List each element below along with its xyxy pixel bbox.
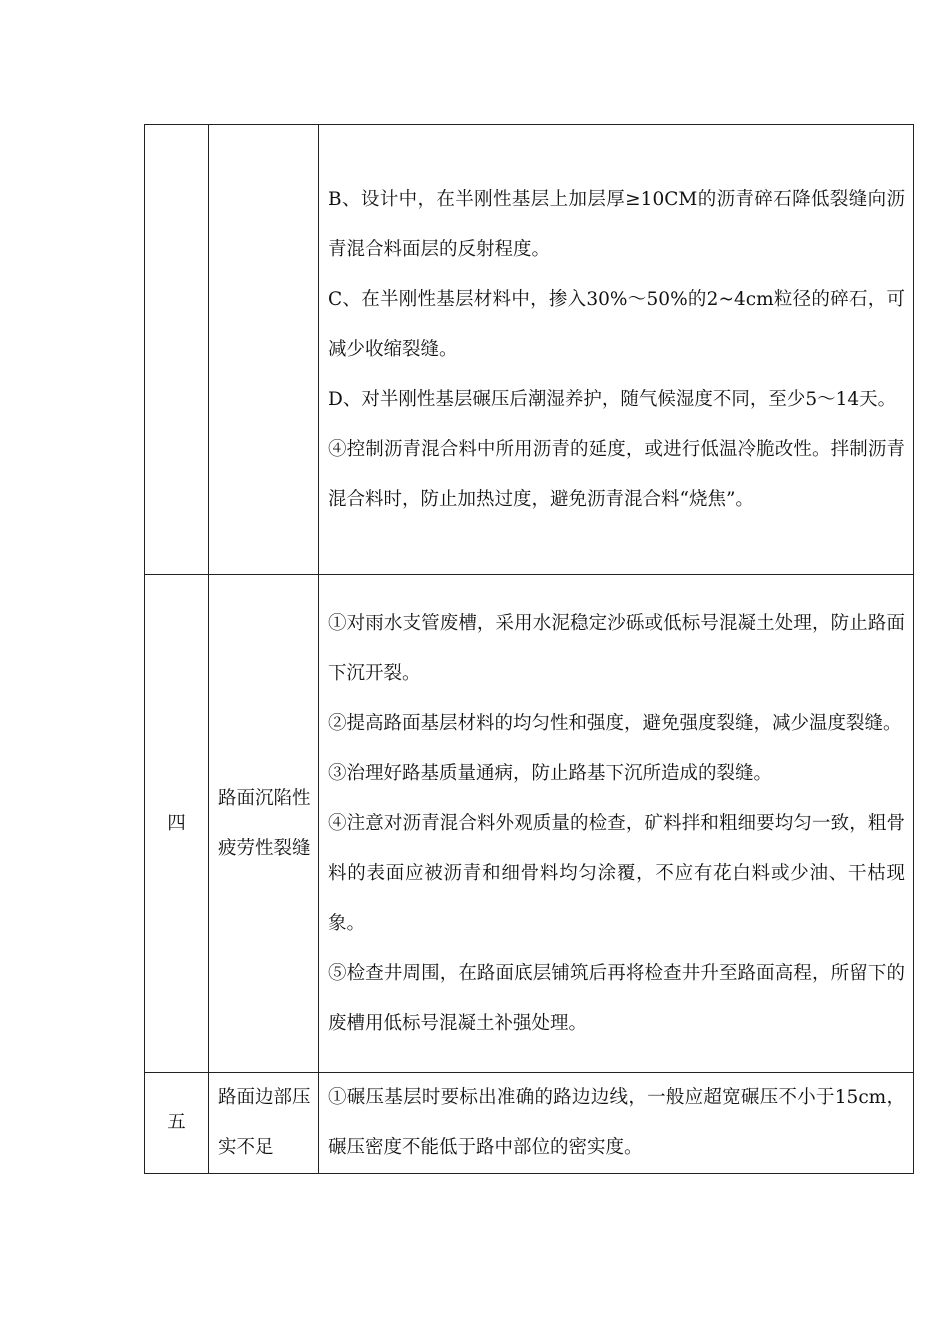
table-row (145, 125, 914, 575)
measure-paragraph: ④控制沥青混合料中所用沥青的延度，或进行低温冷脆改性。拌制沥青混合料时，防止加热过度，避免沥青混合料“烧焦”。 (328, 438, 905, 510)
measure-paragraph: ③治理好路基质量通病，防止路基下沉所造成的裂缝。 (328, 762, 773, 784)
table-row (145, 1073, 914, 1174)
measure-paragraph: ②提高路面基层材料的均匀性和强度，避免强度裂缝，减少温度裂缝。 (328, 712, 902, 734)
defect-name-cell (209, 125, 319, 575)
measures-table (144, 124, 914, 1174)
measure-paragraph: B、设计中，在半刚性基层上加层厚≥10CM的沥青碎石降低裂缝向沥青混合料面层的反射程度。 (328, 188, 905, 260)
table-row (145, 575, 914, 1073)
row-number-cell: 五 (145, 1073, 209, 1174)
measure-paragraph: ④注意对沥青混合料外观质量的检查，矿料拌和粗细要均匀一致，粗骨料的表面应被沥青和细骨料均匀涂覆，不应有花白料或少油、干枯现象。 (328, 812, 905, 934)
measures-cell (319, 125, 914, 575)
defect-name-cell: 路面沉陷性疲劳性裂缝 (209, 575, 319, 1073)
measures-cell (319, 575, 914, 1073)
row-number-cell (145, 125, 209, 575)
measure-paragraph: ⑤检查井周围，在路面底层铺筑后再将检查井升至路面高程，所留下的废槽用低标号混凝土补强处理。 (328, 962, 905, 1034)
measure-paragraph: C、在半刚性基层材料中，掺入30%～50%的2~4cm粒径的碎石，可减少收缩裂缝。 (328, 288, 905, 360)
defect-name-cell: 路面边部压实不足 (209, 1073, 319, 1174)
measure-paragraph: ①对雨水支管废槽，采用水泥稳定沙砾或低标号混凝土处理，防止路面下沉开裂。 (328, 612, 905, 684)
measure-paragraph: ①碾压基层时要标出准确的路边边线，一般应超宽碾压不小于15cm，碾压密度不能低于路中部位的密实度。 (328, 1087, 905, 1158)
measure-paragraph: D、对半刚性基层碾压后潮湿养护，随气候湿度不同，至少5～14天。 (328, 388, 897, 410)
row-number-cell: 四 (145, 575, 209, 1073)
measures-cell (319, 1073, 914, 1174)
